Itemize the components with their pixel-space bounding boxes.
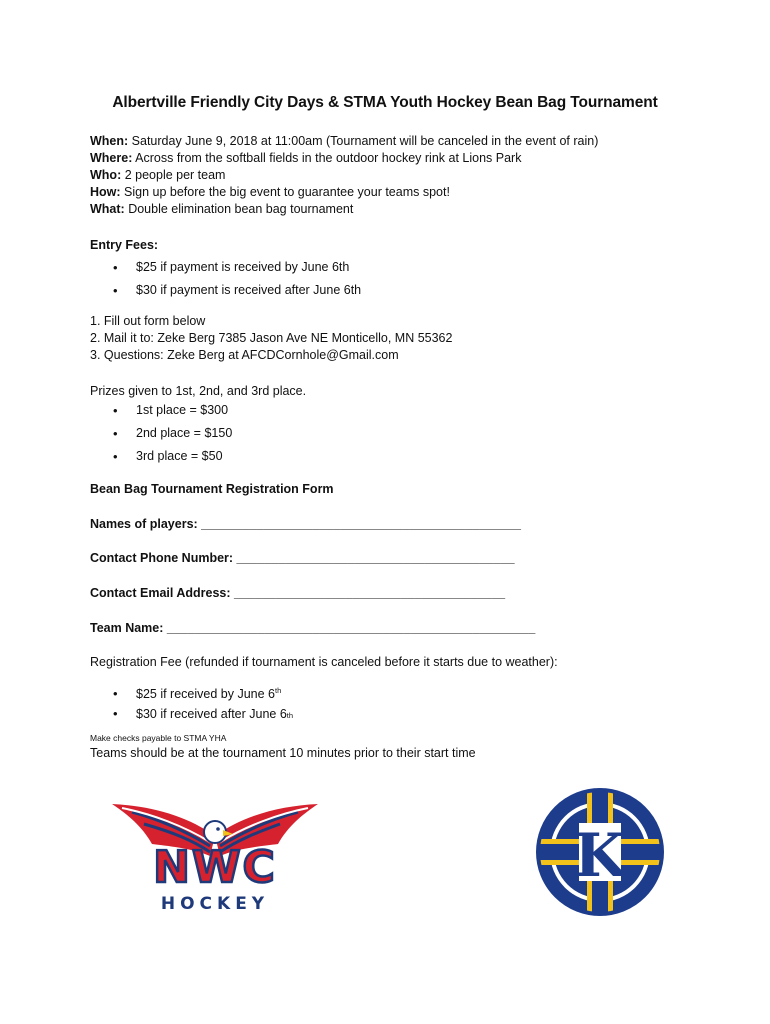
field-player-names[interactable]: Names of players: ______________________________________________ (90, 517, 521, 531)
k-letter: K (573, 821, 627, 891)
info-who: Who: 2 people per team (90, 168, 226, 182)
registration-fee-intro: Registration Fee (refunded if tournament is canceled before it starts due to weather): (90, 655, 558, 669)
instructions (90, 313, 452, 364)
entry-fees-list (90, 256, 361, 302)
step-2: 2. Mail it to: Zeke Berg 7385 Jason Ave NE Monticello, MN 55362 (90, 331, 453, 345)
prizes-list (90, 399, 232, 468)
list-item: • $30 if payment is received after June 6th (90, 279, 361, 302)
info-where: Where: Across from the softball fields in the outdoor hockey rink at Lions Park (90, 151, 522, 165)
info-what: What: Double elimination bean bag tournament (90, 202, 354, 216)
document-title: Albertville Friendly City Days & STMA Youth Hockey Bean Bag Tournament (112, 94, 658, 111)
list-item: • 3rd place = $50 (90, 445, 232, 468)
nwc-hockey-logo (92, 796, 338, 916)
step-3: 3. Questions: Zeke Berg at AFCDCornhole@Gmail.com (90, 348, 399, 362)
hockey-word: HOCKEY (160, 894, 270, 914)
list-item: • 2nd place = $150 (90, 422, 232, 445)
list-item: • $25 if received by June 6th (90, 684, 293, 704)
checks-note: Make checks payable to STMA YHA (90, 733, 227, 743)
entry-fees-heading: Entry Fees: (90, 238, 159, 252)
list-item: • 1st place = $300 (90, 399, 232, 422)
form-heading: Bean Bag Tournament Registration Form (90, 482, 334, 496)
field-phone-number[interactable]: Contact Phone Number: ________________________________________ (90, 551, 515, 565)
info-when: When: Saturday June 9, 2018 at 11:00am (Tournament will be canceled in the event of rain) (90, 134, 599, 148)
field-team-name[interactable]: Team Name: _____________________________________________________ (90, 621, 536, 635)
teams-note: Teams should be at the tournament 10 minutes prior to their start time (90, 746, 476, 760)
info-how: How: Sign up before the big event to guarantee your teams spot! (90, 185, 450, 199)
list-item: • $30 if received after June 6th (90, 704, 293, 726)
step-1: 1. Fill out form below (90, 314, 206, 328)
prizes-intro: Prizes given to 1st, 2nd, and 3rd place. (90, 384, 307, 398)
registration-fee-list (90, 684, 293, 726)
list-item: • $25 if payment is received by June 6th (90, 256, 361, 279)
nwc-letters: NWC (153, 842, 277, 893)
field-email-address[interactable]: Contact Email Address: _______________________________________ (90, 586, 506, 600)
event-info (90, 133, 598, 218)
k-circle-logo (535, 787, 665, 917)
